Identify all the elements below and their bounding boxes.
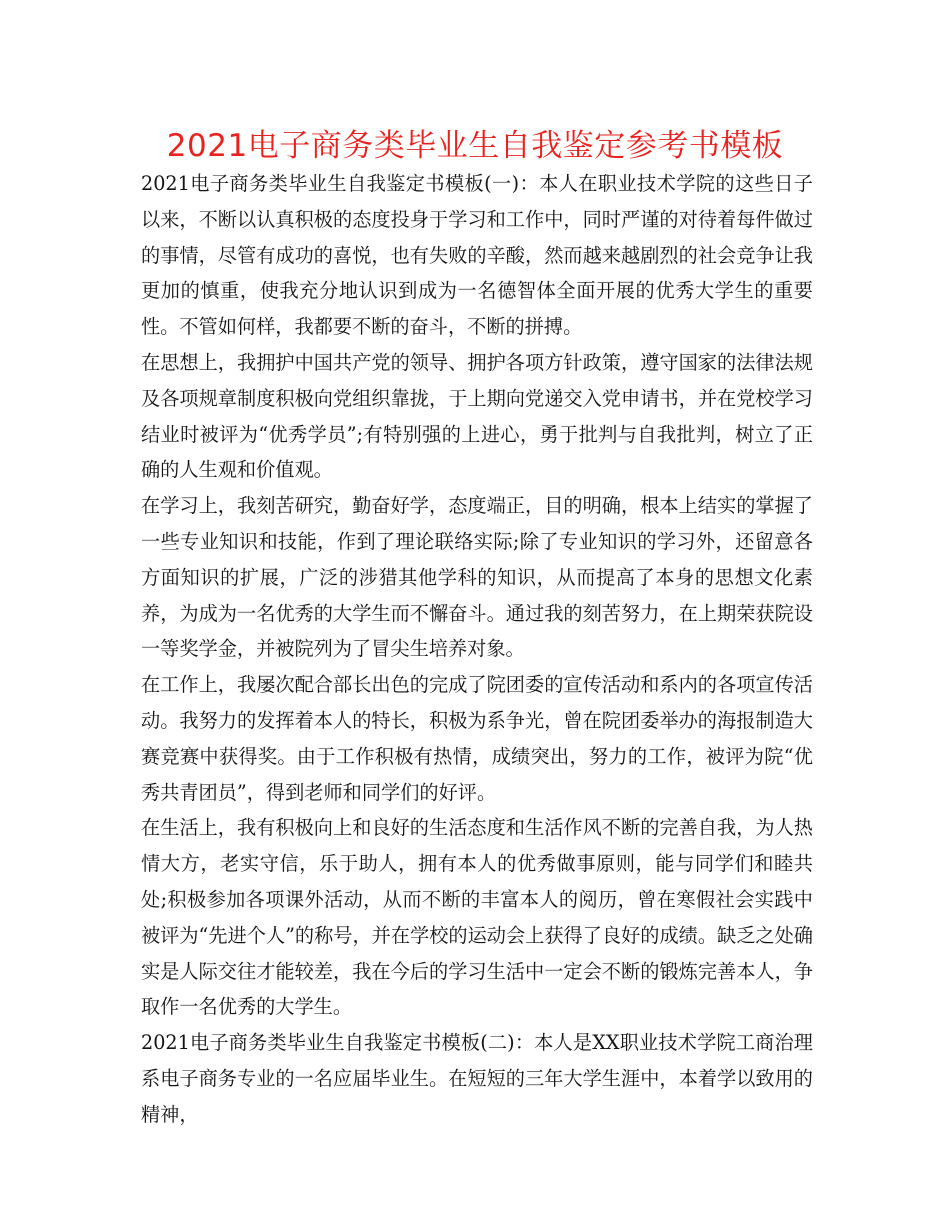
document-body bbox=[141, 166, 813, 1133]
paragraph-ideology: 在思想上，我拥护中国共产党的领导、拥护各项方针政策，遵守国家的法律法规及各项规章制度积极向党组织靠拢，于上期向党递交入党申请书，并在党校学习结业时被评为“优秀学员”;有特别强的上进心，勇于批判与自我批判，树立了正确的人生观和价值观。 bbox=[141, 350, 813, 482]
paragraph-life: 在生活上，我有积极向上和良好的生活态度和生活作风不断的完善自我，为人热情大方，老实守信，乐于助人，拥有本人的优秀做事原则，能与同学们和睦共处;积极参加各项课外活动，从而不断的丰富本人的阅历，曾在寒假社会实践中被评为“先进个人”的称号，并在学校的运动会上获得了良好的成绩。缺乏之处确实是人际交往才能较差，我在今后的学习生活中一定会不断的锻炼完善本人，争取作一名优秀的大学生。 bbox=[141, 816, 813, 1019]
paragraph-study: 在学习上，我刻苦研究，勤奋好学，态度端正，目的明确，根本上结实的掌握了一些专业知识和技能，作到了理论联络实际;除了专业知识的学习外，还留意各方面知识的扩展，广泛的涉猎其他学科的知识，从而提高了本身的思想文化素养，为成为一名优秀的大学生而不懈奋斗。通过我的刻苦努力，在上期荣获院设一等奖学金，并被院列为了冒尖生培养对象。 bbox=[141, 494, 813, 661]
paragraph-template-two-intro: 2021电子商务类毕业生自我鉴定书模板(二)：本人是XX职业技术学院工商治理系电子商务专业的一名应届毕业生。在短短的三年大学生涯中，本着学以致用的精神， bbox=[141, 1031, 813, 1126]
document-title: 2021电子商务类毕业生自我鉴定参考书模板 bbox=[166, 128, 784, 164]
paragraph-work: 在工作上，我屡次配合部长出色的完成了院团委的宣传活动和系内的各项宣传活动。我努力的发挥着本人的特长，积极为系争光，曾在院团委举办的海报制造大赛竞赛中获得奖。由于工作积极有热情，成绩突出，努力的工作，被评为院“优秀共青团员”，得到老师和同学们的好评。 bbox=[141, 673, 813, 804]
paragraph-template-one-intro: 2021电子商务类毕业生自我鉴定书模板(一)：本人在职业技术学院的这些日子以来，不断以认真积极的态度投身于学习和工作中，同时严谨的对待着每件做过的事情，尽管有成功的喜悦，也有失败的辛酸，然而越来越剧烈的社会竞争让我更加的慎重，使我充分地认识到成为一名德智体全面开展的优秀大学生的重要性。不管如何样，我都要不断的奋斗，不断的拼搏。 bbox=[141, 172, 813, 339]
